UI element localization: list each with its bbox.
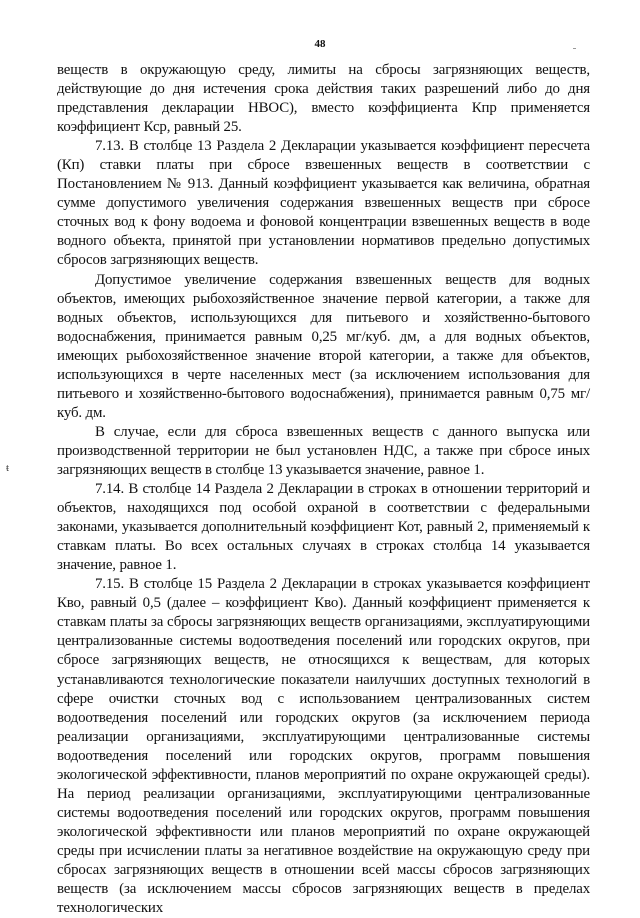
paragraph-permissible-increase: Допустимое увеличение содержания взвешенных веществ для водных объектов, имеющих рыбохозяйственное значение первой категории, а также для водных объектов, использующихся для питьевого и хозяйственно-бытового водоснабжения, принимается равным 0,25 мг/куб. дм, а для водных объектов, имеющих рыбохозяйственное значение второй категории, а также для объектов, использующихся в черте населенных мест (за исключением использования для питьевого и хозяйственно-бытового водоснабжения), принимается равным 0,75 мг/ куб. дм.	[57, 271, 590, 421]
scan-speck	[573, 48, 576, 49]
paragraph-7-13: 7.13. В столбце 13 Раздела 2 Декларации указывается коэффициент пересчета (Кп) ставки платы при сбросе взвешенных веществ в соответствии с Постановлением № 913. Данный коэффициент указывается как величина, обратная сумме допустимого увеличения содержания взвешенных веществ при сбросе сточных вод к фону водоема и фоновой концентрации взвешенных веществ в воде водного объекта, принятой при установлении нормативов предельно допустимых сбросов загрязняющих веществ.	[57, 138, 590, 269]
paragraph-7-14: 7.14. В столбце 14 Раздела 2 Декларации в строках в отношении территорий и объектов, находящихся под особой охраной в соответствии с федеральными законами, указывается дополнительный коэффициент Кот, равный 2, применяемый к ставкам платы. Во всех остальных случаях в строках столбца 14 указывается значение, равное 1.	[57, 481, 590, 574]
body-text	[57, 61, 590, 918]
page-number: 48	[314, 38, 326, 50]
paragraph-1: веществ в окружающую среду, лимиты на сбросы загрязняющих веществ, действующие до дня истечения срока действия таких разрешений либо до дня представления декларации НВОС), вместо коэффициента Кпр применяется коэффициент Кср, равный 25.	[57, 62, 590, 136]
margin-mark: ŧ	[6, 462, 10, 474]
paragraph-nds-case: В случае, если для сброса взвешенных веществ с данного выпуска или производственной территории не был установлен НДС, а также при сбросе иных загрязняющих веществ в столбце 13 указывается значение, равное 1.	[57, 423, 590, 478]
paragraph-7-15: 7.15. В столбце 15 Раздела 2 Декларации в строках указывается коэффициент Кво, равный 0,5 (далее – коэффициент Кво). Данный коэффициент применяется к ставкам платы за сбросы загрязняющих веществ организациями, эксплуатирующими централизованные системы водоотведения поселений или городских округов, при сбросе загрязняющих веществ, не относящихся к веществам, для которых устанавливаются технологические показатели наилучших доступных технологий в сфере очистки сточных вод с использованием централизованных систем водоотведения поселений или городских округов (за исключением периода реализации организациями, эксплуатирующими централизованные системы водоотведения поселений или городских округов, программ повышения экологической эффективности, планов мероприятий по охране окружающей среды). На период реализации организациями, эксплуатирующими централизованные системы водоотведения поселений или городских округов, программ повышения экологической эффективности или планов мероприятий по охране окружающей среды при исчислении платы за негативное воздействие на окружающую среду при сбросах загрязняющих веществ в отношении всей массы сбросов загрязняющих веществ (за исключением массы сбросов загрязняющих веществ в пределах технологических	[57, 576, 590, 917]
